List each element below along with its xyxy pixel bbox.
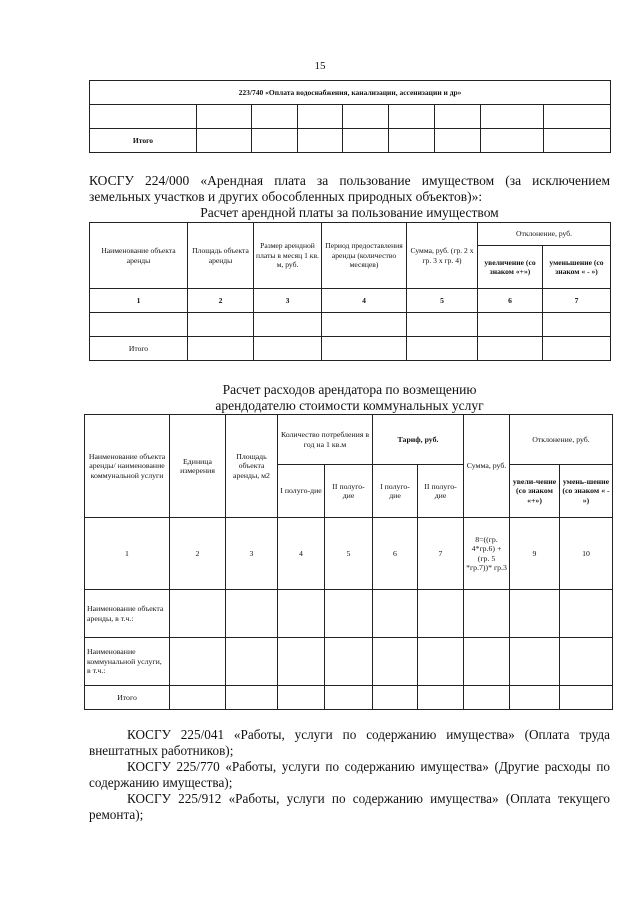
row-service-label: Наименование коммунальной услуги, в т.ч.: bbox=[85, 638, 170, 686]
col-number: 7 bbox=[543, 289, 611, 313]
table-row bbox=[85, 590, 613, 638]
col-number: 9 bbox=[510, 518, 560, 590]
col-number: 3 bbox=[226, 518, 278, 590]
header-increase: увели-чение (со знаком «+») bbox=[510, 465, 560, 518]
header-unit: Единица измерения bbox=[170, 415, 226, 518]
header-consumption-half1: I полуго-дие bbox=[278, 465, 325, 518]
table-row-col-numbers bbox=[90, 289, 611, 313]
page-number: 15 bbox=[314, 60, 326, 72]
table-utilities-water bbox=[89, 80, 611, 153]
kosgu-225-041: КОСГУ 225/041 «Работы, услуги по содержанию имущества» (Оплата труда внештатных работников); bbox=[89, 727, 610, 758]
header-area: Площадь объекта аренды bbox=[188, 223, 254, 289]
table-row bbox=[90, 313, 611, 337]
kosgu-225-912: КОСГУ 225/912 «Работы, услуги по содержанию имущества» (Оплата текущего ремонта); bbox=[89, 791, 610, 822]
col-number: 4 bbox=[278, 518, 325, 590]
utilities-calc-title-line2: арендодателю стоимости коммунальных услуг bbox=[215, 398, 484, 413]
col-number: 2 bbox=[170, 518, 226, 590]
header-rent-size: Размер арендной платы в месяц 1 кв. м, руб. bbox=[254, 223, 322, 289]
table-header-row bbox=[90, 223, 611, 246]
total-label: Итого bbox=[90, 337, 188, 361]
header-decrease: уменьшение (со знаком « - ») bbox=[543, 246, 611, 289]
table-row-col-numbers bbox=[85, 518, 613, 590]
table-header-row bbox=[85, 415, 613, 465]
col-number: 10 bbox=[560, 518, 613, 590]
kosgu-225-section bbox=[89, 727, 610, 823]
row-object-label: Наименование объекта аренды, в т.ч.: bbox=[85, 590, 170, 638]
col-number: 3 bbox=[254, 289, 322, 313]
table-header-cell: 223/740 «Оплата водоснабжения, канализации, ассенизации и др» bbox=[90, 81, 611, 105]
header-consumption: Количество потребления в год на 1 кв.м bbox=[278, 415, 373, 465]
utilities-calc-title-line1: Расчет расходов арендатора по возмещению bbox=[222, 382, 477, 397]
header-tariff-half1: I полуго-дие bbox=[373, 465, 418, 518]
table-row bbox=[90, 81, 611, 105]
col-number: 1 bbox=[90, 289, 188, 313]
header-decrease: умень-шение (со знаком « - ») bbox=[560, 465, 613, 518]
table-row-total bbox=[85, 686, 613, 710]
header-period: Период предоставления аренды (количество месяцев) bbox=[322, 223, 407, 289]
header-sum: Сумма, руб. bbox=[464, 415, 510, 518]
table-row-total bbox=[90, 129, 611, 153]
table-rent-calculation bbox=[89, 222, 611, 361]
table-utilities-reimbursement bbox=[84, 414, 613, 710]
col-number: 8=((гр. 4*гр.6) +(гр. 5 *гр.7))* гр.3 bbox=[464, 518, 510, 590]
col-number: 6 bbox=[478, 289, 543, 313]
table-row bbox=[90, 105, 611, 129]
header-consumption-half2: II полуго-дие bbox=[325, 465, 373, 518]
header-name: Наименование объекта аренды/ наименование коммунальной услуги bbox=[85, 415, 170, 518]
total-label: Итого bbox=[90, 129, 197, 153]
col-number: 4 bbox=[322, 289, 407, 313]
header-area: Площадь объекта аренды, м2 bbox=[226, 415, 278, 518]
col-number: 5 bbox=[325, 518, 373, 590]
rent-calc-title: Расчет арендной платы за пользование имуществом bbox=[200, 205, 499, 220]
header-deviation: Отклонение, руб. bbox=[478, 223, 611, 246]
table-row bbox=[85, 638, 613, 686]
header-tariff: Тариф, руб. bbox=[373, 415, 464, 465]
table-row-total bbox=[90, 337, 611, 361]
col-number: 6 bbox=[373, 518, 418, 590]
utilities-calc-title bbox=[89, 382, 610, 414]
col-number: 7 bbox=[418, 518, 464, 590]
header-deviation: Отклонение, руб. bbox=[510, 415, 613, 465]
header-tariff-half2: II полуго-дие bbox=[418, 465, 464, 518]
header-name: Наименование объекта аренды bbox=[90, 223, 188, 289]
col-number: 1 bbox=[85, 518, 170, 590]
total-label: Итого bbox=[85, 686, 170, 710]
header-increase: увеличение (со знаком «+») bbox=[478, 246, 543, 289]
col-number: 5 bbox=[407, 289, 478, 313]
kosgu-224-paragraph: КОСГУ 224/000 «Арендная плата за пользование имуществом (за исключением земельных участков и других обособленных природных объектов)»: bbox=[89, 173, 610, 204]
kosgu-225-770: КОСГУ 225/770 «Работы, услуги по содержанию имущества» (Другие расходы по содержанию имущества); bbox=[89, 759, 610, 790]
header-sum: Сумма, руб. (гр. 2 х гр. 3 х гр. 4) bbox=[407, 223, 478, 289]
col-number: 2 bbox=[188, 289, 254, 313]
